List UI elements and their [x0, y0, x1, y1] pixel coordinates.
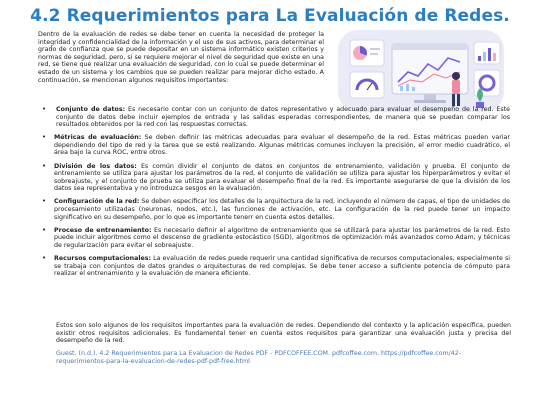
requirement-text: La evaluación de redes puede requerir una cantidad significativa de recursos computacionales, especialmente si se trabaja con conjuntos de datos grandes o arquitecturas de red complejas. Se debe tener acceso a suficiente potencia de cómputo para realizar el entrenamiento y la evaluación de manera eficiente. — [54, 255, 511, 278]
requirement-text: Se deben definir las métricas adecuadas para evaluar el desempeño de la red. Estas métricas pueden variar dependiendo del tipo de red y la tarea que se esté realizando. Algunas métricas comunes incluyen la precisión, el error medio cuadrático, el área bajo la curva ROC, entre otros. — [54, 134, 510, 157]
bullet-icon: • — [42, 161, 47, 170]
citation-link[interactable]: Guest. (n.d.). 4.2 Requerimientos para La Evaluacion de Redes PDF - PDFCOFFEE.COM. pdfcoffee.com. https://pdfcoffee.com/42-requerimientos-para-la-evaluacion-de-redes-pdf-pdf-free.html — [56, 350, 462, 365]
requirement-term: División de los datos: — [54, 162, 137, 170]
bullet-icon: • — [42, 197, 47, 206]
requirement-text: Es necesario contar con un conjunto de datos representativo y adecuado para evaluar el desempeño de la red. Este conjunto de datos debe incluir ejemplos de entrada y las salidas esperadas correspondientes, de manera que se puedan comparar los resultados obtenidos por la red con las respuestas correctas. — [56, 106, 511, 129]
requirement-item — [40, 198, 510, 221]
requirement-text: Se deben especificar los detalles de la arquitectura de la red, incluyendo el número de capas, el tipo de unidades de procesamiento utilizadas (neuronas, nodos, etc.), las funciones de activación, etc. La configuración de la red puede tener un impacto significativo en su desempeño, por lo que es importante tenerr en cuenta estos detalles. — [54, 198, 511, 221]
requirement-term: Proceso de entrenamiento: — [54, 226, 152, 234]
requirement-text: Es común dividir el conjunto de datos en conjuntos de entrenamiento, validación y prueba. El conjunto de entrenamiento se utiliza para ajustar los parámetros de la red, el conjunto de validación se utiliza para ajustar los hiperparámetros y evitar el sobreajuste, y el conjunto de prueba se utiliza para evaluar el desempeño final de la red. Es importante asegurarse de que la división de los datos sea representativa y no introduzca sesgos en la evaluación. — [54, 162, 511, 193]
bullet-icon: • — [42, 225, 47, 234]
requirement-item — [40, 134, 510, 157]
requirement-item — [40, 163, 510, 193]
requirement-item — [40, 106, 510, 129]
bullet-icon: • — [42, 105, 47, 113]
bullet-icon: • — [42, 254, 47, 262]
requirements-list — [40, 106, 510, 283]
intro-paragraph: Dentro de la evaluación de redes se debe tener en cuenta la necesidad de proteger la integridad y confidencialidad de la información y el uso de sus activos, para determinar el grado de confianza que se puede depositar en un sistema informático existen criterios y normas de seguridad, pero, si se requiere mejorar el nivel de seguridad que existe en una red, se tiene que realizar una evaluación de seguridad, con lo cual se puede determinar el estado de un sistema y los cambios que se pueden realizar para mejorar dicho estado. A continuación, se mencionan algunos requisitos importantes: — [38, 31, 324, 84]
requirement-text: Es necesario definir el algoritmo de entrenamiento que se utilizará para ajustar los parámetros de la red. Esto puede incluir algoritmos como el descenso de gradiente estocástico (SGD), algoritmos de optimización más avanzados como Adam, y técnicas de regularización para evitar el sobreajuste. — [54, 226, 510, 249]
data-analytics-illustration-icon — [330, 26, 510, 116]
requirement-item — [40, 227, 510, 250]
bullet-icon: • — [42, 133, 47, 142]
requirement-term: Configuración de la red: — [54, 198, 140, 206]
closing-paragraph: Estos son solo algunos de los requisitos importantes para la evaluación de redes. Dependiendo del contexto y la aplicación específica, pueden existir otros requisitos adicionales. Es fundamental tener en cuenta estos requisitos para garantizar una evaluación justa y precisa del desempeño de la red. — [56, 322, 511, 345]
requirement-term: Conjunto de datos: — [56, 106, 126, 113]
requirement-term: Recursos computacionales: — [54, 255, 152, 262]
page-title: 4.2 Requerimientos para La Evaluación de Redes. — [30, 6, 510, 26]
requirement-term: Métricas de evaluación: — [54, 134, 142, 142]
requirement-item — [40, 255, 510, 278]
